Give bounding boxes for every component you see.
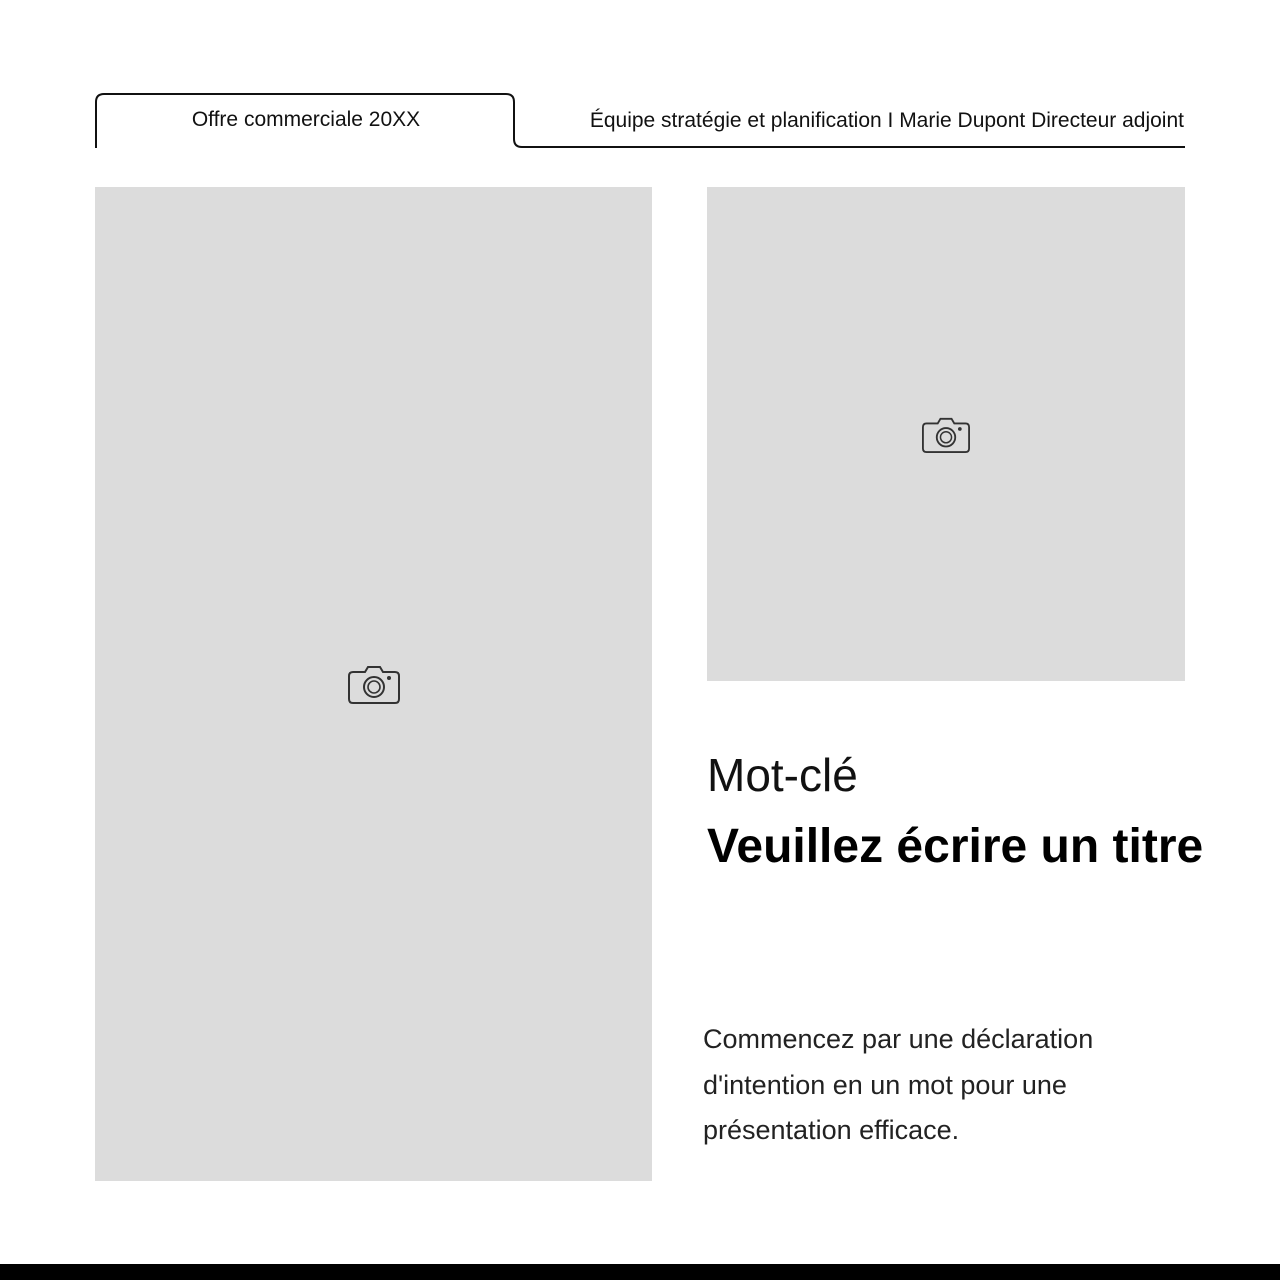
slide-title: Veuillez écrire un titre (707, 820, 1204, 873)
slide-description: Commencez par une déclaration d'intention en un mot pour une présentation efficace. (703, 1024, 1094, 1145)
header-tab-outline (0, 0, 1280, 160)
keyword-label: Mot-clé (707, 749, 858, 801)
header-team-info: Équipe stratégie et planification I Marie Dupont Directeur adjoint (589, 109, 1184, 132)
camera-icon (922, 416, 970, 453)
tab-offre-commerciale[interactable]: Offre commerciale 20XX (191, 108, 421, 131)
camera-icon (348, 664, 400, 704)
image-placeholder-left[interactable] (95, 187, 652, 1181)
bottom-bar (0, 1264, 1280, 1280)
image-placeholder-right[interactable] (707, 187, 1185, 681)
